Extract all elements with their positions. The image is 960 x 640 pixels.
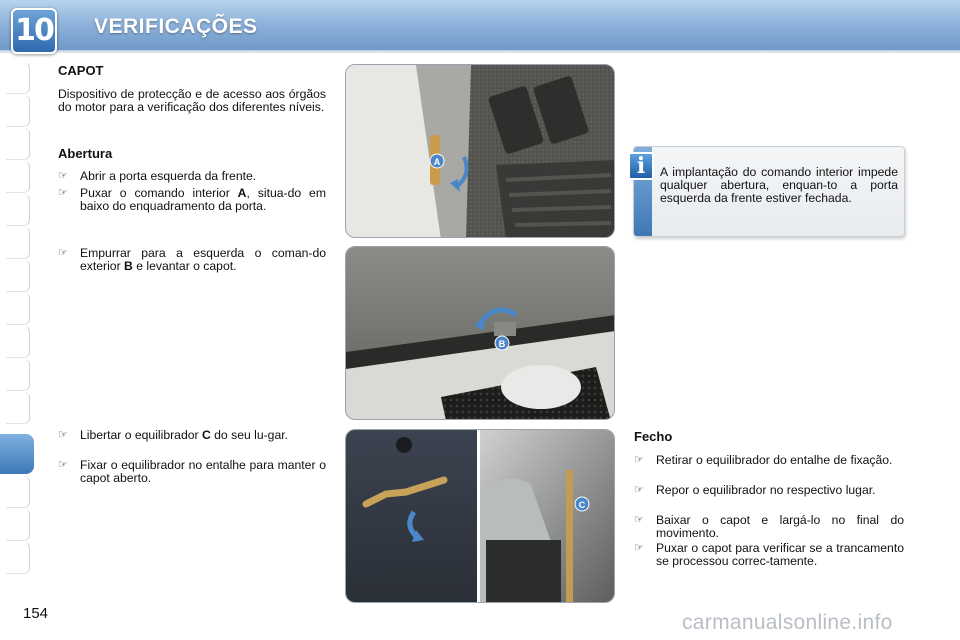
capot-intro: Dispositivo de protecção e de acesso aos órgãos do motor para a verificação dos diferentes níveis. (58, 87, 326, 114)
photo-label-a: A (433, 157, 441, 167)
chapter-tab[interactable] (6, 392, 30, 424)
photo-bonnet-stay (345, 429, 615, 603)
fecho-step-4: Puxar o capot para verificar se a trancamento se processou correc-tamente. (656, 541, 904, 568)
abertura-step-5: Fixar o equilibrador no entalhe para manter o capot aberto. (80, 458, 326, 485)
pointer-icon: ☞ (58, 429, 68, 441)
chapter-tab[interactable] (6, 128, 30, 160)
header-shadow (0, 50, 960, 54)
chapter-tab[interactable] (6, 260, 30, 292)
list-item (58, 459, 326, 485)
list-item (58, 170, 326, 183)
pointer-icon: ☞ (634, 542, 644, 554)
chapter-tab-strip (0, 62, 34, 577)
chapter-tab[interactable] (6, 476, 30, 508)
abertura-step-4: Libertar o equilibrador C do seu lu-gar. (80, 428, 289, 442)
chapter-tab[interactable] (6, 542, 30, 574)
fecho-step-3: Baixar o capot e largá-lo no final do movimento. (656, 513, 904, 540)
pointer-icon: ☞ (634, 484, 644, 496)
photo-label-b: B (498, 339, 506, 349)
section-heading-fecho: Fecho (634, 429, 673, 444)
info-note-box (633, 146, 905, 237)
watermark: carmanualsonline.info (682, 611, 893, 634)
photo-label-c: C (578, 500, 586, 510)
photo-exterior-catch (345, 246, 615, 420)
page-number: 154 (23, 605, 49, 622)
section-heading-abertura: Abertura (58, 146, 113, 161)
list-item (634, 514, 904, 540)
pointer-icon: ☞ (58, 247, 68, 259)
fecho-step-2: Repor o equilibrador no respectivo lugar. (656, 483, 876, 497)
chapter-tab[interactable] (6, 227, 30, 259)
chapter-number-badge: 10 (11, 8, 57, 54)
list-item (634, 542, 904, 568)
chapter-tab[interactable] (6, 359, 30, 391)
info-icon: i (628, 152, 654, 180)
abertura-step-3: Empurrar para a esquerda o coman-do exterior B e levantar o capot. (80, 246, 326, 273)
pointer-icon: ☞ (58, 459, 68, 471)
pointer-icon: ☞ (634, 514, 644, 526)
abertura-step-1: Abrir a porta esquerda da frente. (80, 169, 257, 183)
chapter-tab[interactable] (6, 509, 30, 541)
chapter-tab[interactable] (6, 326, 30, 358)
pointer-icon: ☞ (634, 454, 644, 466)
page-title: VERIFICAÇÕES (94, 15, 258, 38)
list-item (58, 247, 326, 273)
list-item (634, 454, 904, 467)
chapter-tab[interactable] (6, 293, 30, 325)
chapter-tab[interactable] (6, 161, 30, 193)
photo-interior-release-lever (345, 64, 615, 238)
list-item (58, 187, 326, 213)
list-item (58, 429, 326, 442)
list-item (634, 484, 904, 497)
info-note-text: A implantação do comando interior impede qualquer abertura, enquan-to a porta esquerda da frente estiver fechada. (660, 165, 898, 205)
chapter-tab[interactable] (6, 95, 30, 127)
chapter-tab-active[interactable] (0, 434, 34, 474)
section-heading-capot: CAPOT (58, 63, 104, 78)
chapter-tab[interactable] (6, 194, 30, 226)
abertura-step-2: Puxar o comando interior A, situa-do em baixo do enquadramento da porta. (80, 186, 326, 213)
pointer-icon: ☞ (58, 187, 68, 199)
pointer-icon: ☞ (58, 170, 68, 182)
fecho-step-1: Retirar o equilibrador do entalhe de fixação. (656, 453, 893, 467)
chapter-tab[interactable] (6, 62, 30, 94)
